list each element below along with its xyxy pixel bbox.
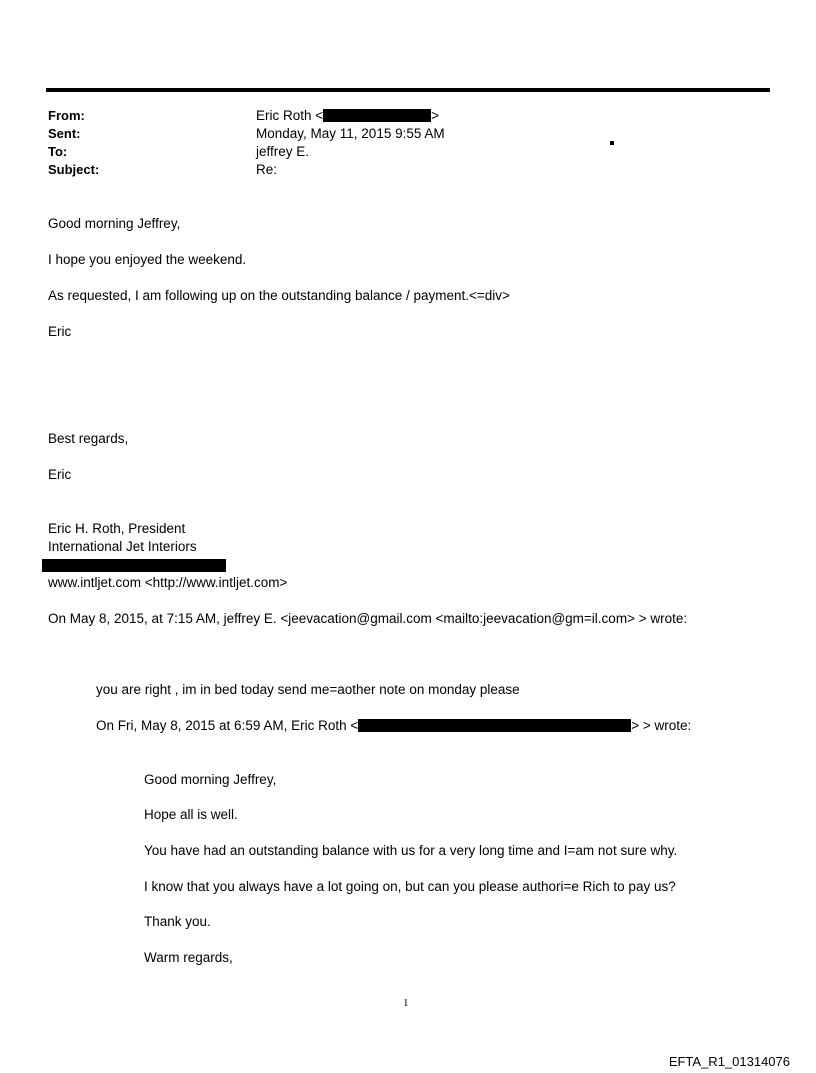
page-number: 1 — [403, 997, 409, 1009]
quote2-greeting: Good morning Jeffrey, — [144, 772, 277, 787]
quote2-closing: Warm regards, — [144, 950, 233, 965]
to-value: jeffrey E. — [256, 144, 310, 159]
from-name: Eric Roth < — [256, 108, 324, 123]
quote2-line-3: I know that you always have a lot going on, but can you please authori=e Rich to pay us? — [144, 879, 676, 894]
document-id: EFTA_R1_01314076 — [668, 1054, 790, 1069]
stray-mark — [610, 141, 614, 145]
from-value — [256, 107, 439, 125]
quote1-message: you are right , im in bed today send me=aother note on monday please — [96, 682, 520, 697]
redacted-signature-line — [42, 559, 226, 572]
body-line-2: As requested, I am following up on the outstanding balance / payment.<=div> — [48, 288, 510, 303]
quote2-line-4: Thank you. — [144, 914, 211, 929]
header-rule — [46, 88, 770, 92]
from-suffix: > — [431, 108, 440, 123]
body-signoff: Eric — [48, 324, 72, 339]
redacted-email — [323, 109, 431, 122]
subject-value: Re: — [256, 162, 278, 177]
signature-company: International Jet Interiors — [48, 539, 197, 554]
body-greeting: Good morning Jeffrey, — [48, 216, 181, 231]
from-label: From: — [48, 108, 85, 123]
body-signoff-2: Eric — [48, 467, 72, 482]
sent-value: Monday, May 11, 2015 9:55 AM — [256, 126, 445, 141]
redacted-email-2 — [358, 719, 631, 732]
signature-name: Eric H. Roth, President — [48, 521, 186, 536]
quote2-attribution — [96, 717, 691, 735]
body-line-1: I hope you enjoyed the weekend. — [48, 252, 247, 267]
quote2-line-1: Hope all is well. — [144, 807, 238, 822]
quote2-attribution-prefix: On Fri, May 8, 2015 at 6:59 AM, Eric Roth < — [96, 718, 359, 733]
sent-label: Sent: — [48, 126, 81, 141]
body-closing: Best regards, — [48, 431, 129, 446]
to-label: To: — [48, 144, 68, 159]
quote2-attribution-suffix: > > wrote: — [631, 718, 692, 733]
quote1-attribution: On May 8, 2015, at 7:15 AM, jeffrey E. <jeevacation@gmail.com <mailto:jeevacation@gm=il.com> > wrote: — [48, 611, 688, 626]
signature-website[interactable]: www.intljet.com <http://www.intljet.com> — [48, 575, 288, 590]
subject-label: Subject: — [48, 162, 100, 177]
quote2-line-2: You have had an outstanding balance with us for a very long time and I=am not sure why. — [144, 843, 678, 858]
